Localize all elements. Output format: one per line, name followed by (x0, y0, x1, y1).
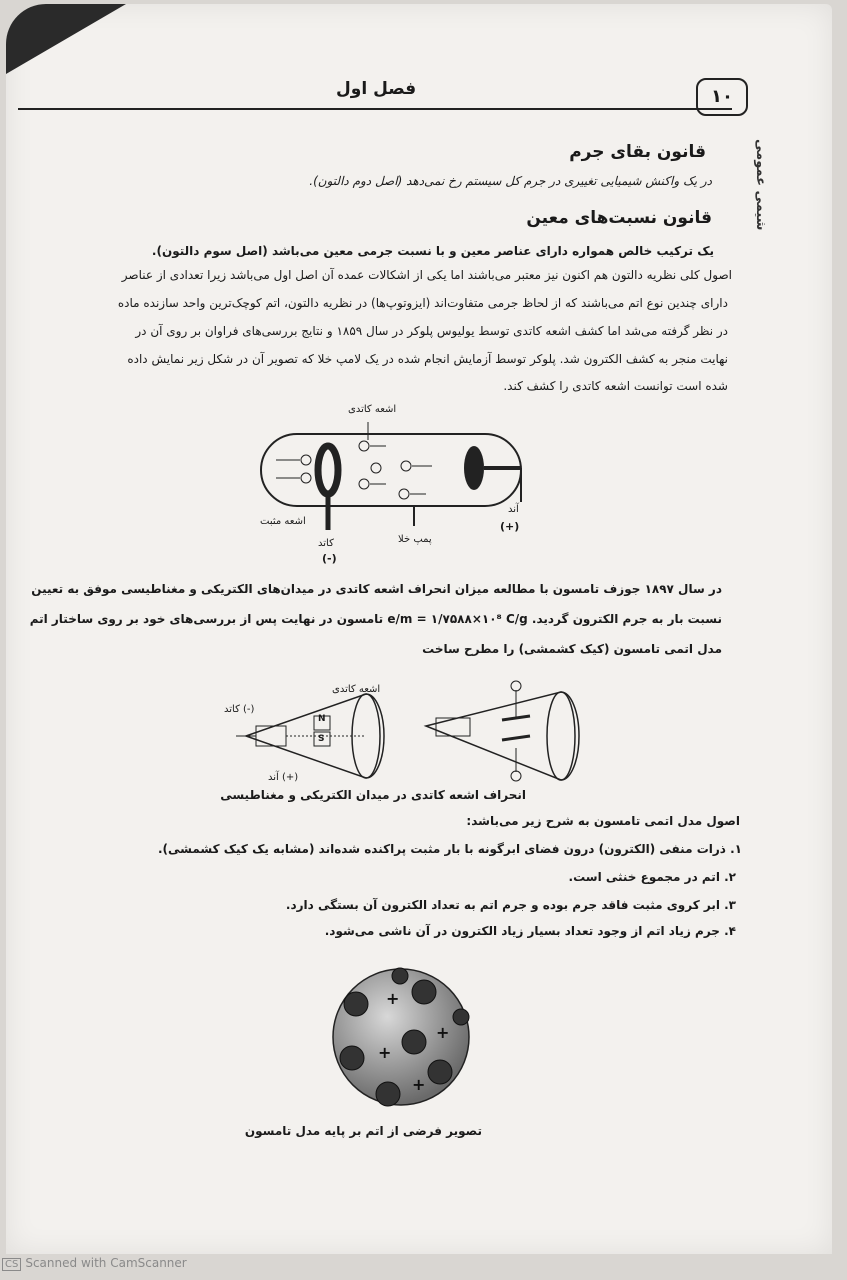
fig1-label-cathode: کاتد (318, 538, 334, 549)
cathode-ray-tube-figure (246, 402, 546, 572)
fig2-label-s: S (318, 734, 325, 744)
thomson-atom-figure (326, 962, 476, 1112)
section2-line-6: شده است توانست اشعه کاتدی را کشف کند. (503, 379, 728, 393)
section2-title: قانون نسبت‌های معین (526, 208, 712, 228)
principle-3: ۳. ابر کروی مثبت فاقد جرم بوده و جرم اتم به تعداد الکترون آن بستگی دارد. (285, 898, 736, 912)
section1-text: در یک واکنش شیمیایی تغییری در جرم کل سیستم رخ نمی‌دهد (اصل دوم دالتون). (309, 174, 712, 188)
thomson-line-3: مدل اتمی تامسون (کیک کشمشی) را مطرح ساخت (422, 642, 722, 656)
svg-text:+: + (436, 1023, 450, 1042)
deflection-tubes-figure (226, 676, 586, 786)
section2-line-5: نهایت منجر به کشف الکترون شد. پلوکر توسط آزمایش انجام شده در یک لامپ خلا که تصویر آن در شکل زیر نمایش داده (127, 352, 728, 366)
fig1-label-cathode-sign: (-) (322, 552, 337, 565)
fig1-label-anode-sign: (+) (500, 520, 520, 533)
scan-shadow (6, 4, 126, 74)
section1-title: قانون بقای جرم (569, 142, 706, 162)
chapter-title: فصل اول (336, 79, 417, 99)
thomson-line-2: نسبت بار به جرم الکترون گردید. e/m = ۱/۷۵۸۸×۱۰⁸ C/g تامسون در نهایت پس از بررسی‌های خود بر روی ساختار اتم (29, 612, 722, 626)
fig3-caption: تصویر فرضی از اتم بر پایه مدل تامسون (244, 1124, 482, 1138)
principle-1: ۱. ذرات منفی (الکترون) درون فضای ابرگونه با بار مثبت پراکنده شده‌اند (مشابه یک کیک کشمشی). (157, 842, 742, 856)
thomson-line-1: در سال ۱۸۹۷ جوزف تامسون با مطالعه میزان انحراف اشعه کاتدی در میدان‌های الکتریکی و مغناطیسی موفق به تعیین (31, 582, 722, 596)
svg-text:+: + (386, 989, 400, 1008)
fig2-label-anode: آند (+) (268, 772, 299, 783)
fig2-caption-line1: انحراف اشعه کاتدی در میدان الکتریکی و مغناطیسی (220, 788, 526, 802)
fig2-label-cathode-ray: اشعه کاتدی (332, 684, 381, 695)
svg-text:+: + (412, 1075, 426, 1094)
fig1-label-anode: آند (508, 504, 519, 515)
section2-line-4: در نظر گرفته می‌شد اما کشف اشعه کاتدی توسط یولیوس پلوکر در سال ۱۸۵۹ و نتایج بررسی‌های فراوان بر روی آن در (135, 324, 728, 338)
scanner-text: Scanned with CamScanner (25, 1256, 187, 1270)
scanner-badge: CS (2, 1258, 21, 1271)
scanner-watermark (2, 1256, 187, 1271)
side-tab-label: شیمی عمومی (753, 139, 768, 231)
fig1-label-pump: پمپ خلا (398, 534, 432, 545)
fig1-label-positive-ray: اشعه مثبت (260, 516, 306, 527)
fig1-label-cathode-ray: اشعه کاتدی (348, 404, 397, 415)
fig2-label-n: N (318, 714, 326, 724)
page-number: ۱۰ (696, 78, 748, 116)
principles-intro: اصول مدل اتمی تامسون به شرح زیر می‌باشد: (466, 814, 740, 828)
principle-4: ۴. جرم زیاد اتم از وجود تعداد بسیار زیاد الکترون در آن ناشی می‌شود. (324, 924, 736, 938)
principle-2: ۲. اتم در مجموع خنثی است. (568, 870, 736, 884)
section2-line-2: اصول کلی نظریه دالتون هم اکنون نیز معتبر می‌باشند اما یکی از اشکالات عمده آن اصل اول می‌باشد زیرا تعدادی از عناصر (121, 268, 732, 282)
fig2-label-cathode: کاتد (-) (224, 704, 255, 715)
svg-text:+: + (378, 1043, 392, 1062)
section2-line-1: یک ترکیب خالص همواره دارای عناصر معین و با نسبت جرمی معین می‌باشد (اصل سوم دالتون). (151, 244, 714, 258)
document-page (6, 4, 832, 1254)
section2-line-3: دارای چندین نوع اتم می‌باشند که از لحاظ جرمی متفاوت‌اند (ایزوتوپ‌ها) در نظریه دالتون، اتم کوچک‌ترین واحد سازنده ماده (117, 296, 728, 310)
